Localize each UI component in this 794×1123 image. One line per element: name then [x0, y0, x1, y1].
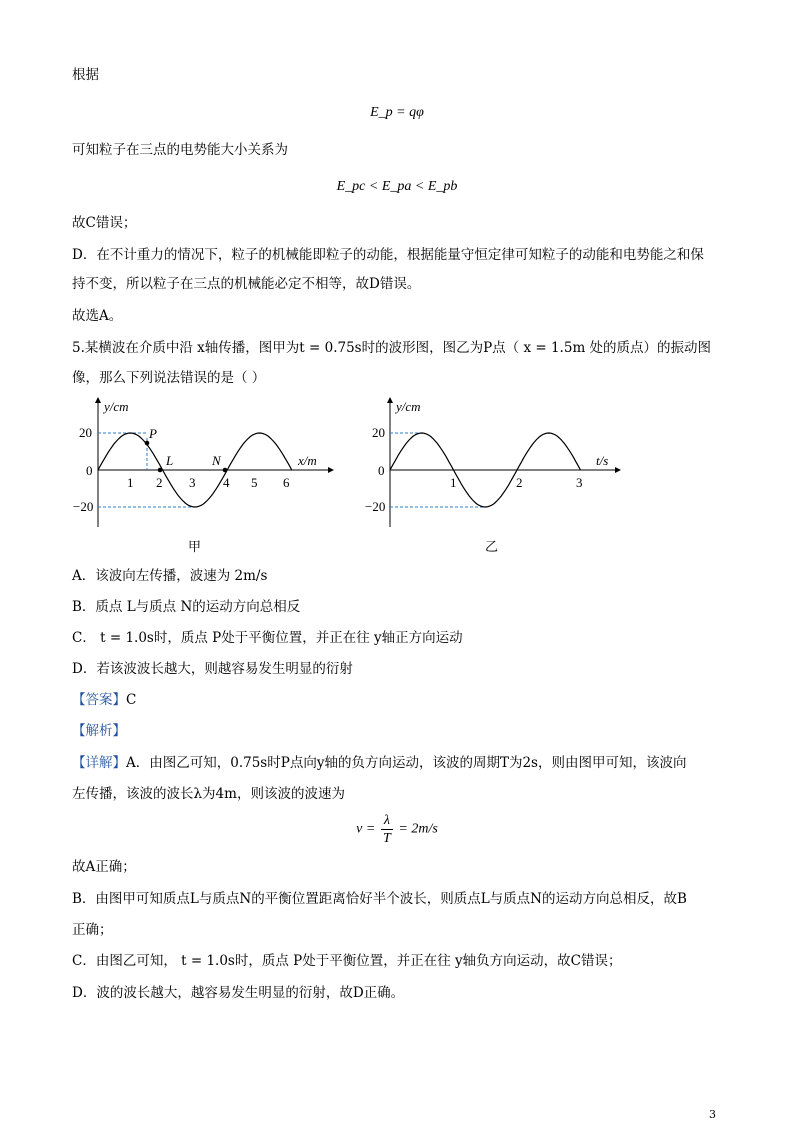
- detail-line: [72, 754, 686, 772]
- yi-xtick: 2: [516, 475, 523, 490]
- yi-xlabel: t/s: [596, 453, 609, 468]
- jia-point-p: [145, 441, 150, 446]
- yi-ylabel: y/cm: [396, 399, 421, 414]
- jia-ytick: 0: [86, 463, 93, 478]
- formula-rhs: = 2m/s: [398, 821, 438, 837]
- detail-text: A．由图乙可知，0.75s时P点向y轴的负方向运动，该波的周期T为2s，则由图甲可知，该波向: [126, 755, 687, 771]
- detail-line: B．由图甲可知质点L与质点N的平衡位置距离恰好半个波长，则质点L与质点N的运动方向总相反，故B: [72, 891, 687, 907]
- detail-line: D．波的波长越大，越容易发生明显的衍射，故D正确。: [72, 985, 405, 1001]
- page-number: 3: [709, 1108, 716, 1121]
- formula-fraction: [381, 812, 393, 847]
- jia-xlabel: x/m: [298, 453, 317, 468]
- jia-point-l: [158, 468, 163, 473]
- formula-lhs: v =: [356, 821, 376, 837]
- text-line: 可知粒子在三点的电势能大小关系为: [72, 142, 288, 158]
- analysis-label: 【解析】: [72, 723, 126, 739]
- jia-xtick: 2: [156, 475, 163, 490]
- option-c: C． t = 1.0s时，质点 P处于平衡位置，并正在往 y轴正方向运动: [72, 630, 463, 646]
- yi-xtick: 3: [576, 475, 583, 490]
- jia-caption: 甲: [188, 539, 202, 554]
- text-line: 根据: [72, 67, 99, 83]
- detail-line: 正确；: [72, 922, 113, 938]
- question-5-stem-cont: 像，那么下列说法错误的是（ ）: [72, 370, 266, 386]
- yi-xtick: 1: [450, 475, 457, 490]
- answer-line: [72, 691, 136, 709]
- jia-label-p: P: [149, 426, 157, 441]
- answer-label: 【答案】: [72, 692, 126, 708]
- jia-label-n: N: [212, 453, 221, 468]
- answer-value: C: [126, 692, 137, 708]
- figure-jia-wave-graph: [70, 395, 340, 560]
- yi-ytick: 20: [372, 425, 385, 440]
- question-5-stem: 5.某横波在介质中沿 x轴传播，图甲为t = 0.75s时的波形图，图乙为P点（ x = 1.5m 处的质点）的振动图: [72, 340, 712, 356]
- yi-ytick: −20: [365, 499, 386, 514]
- option-d: D．若该波波长越大，则越容易发生明显的衍射: [72, 661, 353, 677]
- yi-caption: 乙: [485, 539, 499, 554]
- jia-xtick: 3: [189, 475, 196, 490]
- jia-xtick: 5: [251, 475, 258, 490]
- text-line: 持不变，所以粒子在三点的机械能必定不相等，故D错误。: [72, 276, 421, 292]
- yi-ytick: 0: [378, 463, 385, 478]
- jia-xtick: 6: [283, 475, 290, 490]
- jia-ytick: −20: [73, 499, 94, 514]
- jia-label-l: L: [166, 453, 174, 468]
- text-line: 故C错误；: [72, 215, 137, 231]
- jia-point-n: [223, 468, 228, 473]
- formula-ep: E_p = qφ: [370, 105, 424, 120]
- formula-wave-speed: [0, 812, 794, 847]
- detail-label: 【详解】: [72, 755, 126, 771]
- detail-line: C．由图乙可知， t = 1.0s时，质点 P处于平衡位置，并正在往 y轴负方向运动，故C错误；: [72, 953, 622, 969]
- option-a: A．该波向左传播，波速为 2m/s: [72, 568, 268, 584]
- formula-denominator: T: [382, 831, 391, 846]
- detail-line: 左传播，该波的波长λ为4m，则该波的波速为: [72, 786, 345, 802]
- figure-yi-vibration-graph: [360, 395, 630, 560]
- text-line: D．在不计重力的情况下，粒子的机械能即粒子的动能，根据能量守恒定律可知粒子的动能和电势能之和保: [72, 247, 704, 263]
- formula-ep-order: E_pc < E_pa < E_pb: [336, 179, 458, 194]
- jia-xtick: 1: [127, 475, 134, 490]
- jia-ylabel: y/cm: [104, 399, 129, 414]
- formula-numerator: λ: [381, 812, 393, 830]
- jia-ytick: 20: [79, 425, 92, 440]
- option-b: B．质点 L与质点 N的运动方向总相反: [72, 599, 301, 615]
- text-line: 故选A。: [72, 308, 123, 324]
- jia-xtick: 4: [223, 475, 230, 490]
- detail-line: 故A正确；: [72, 859, 136, 875]
